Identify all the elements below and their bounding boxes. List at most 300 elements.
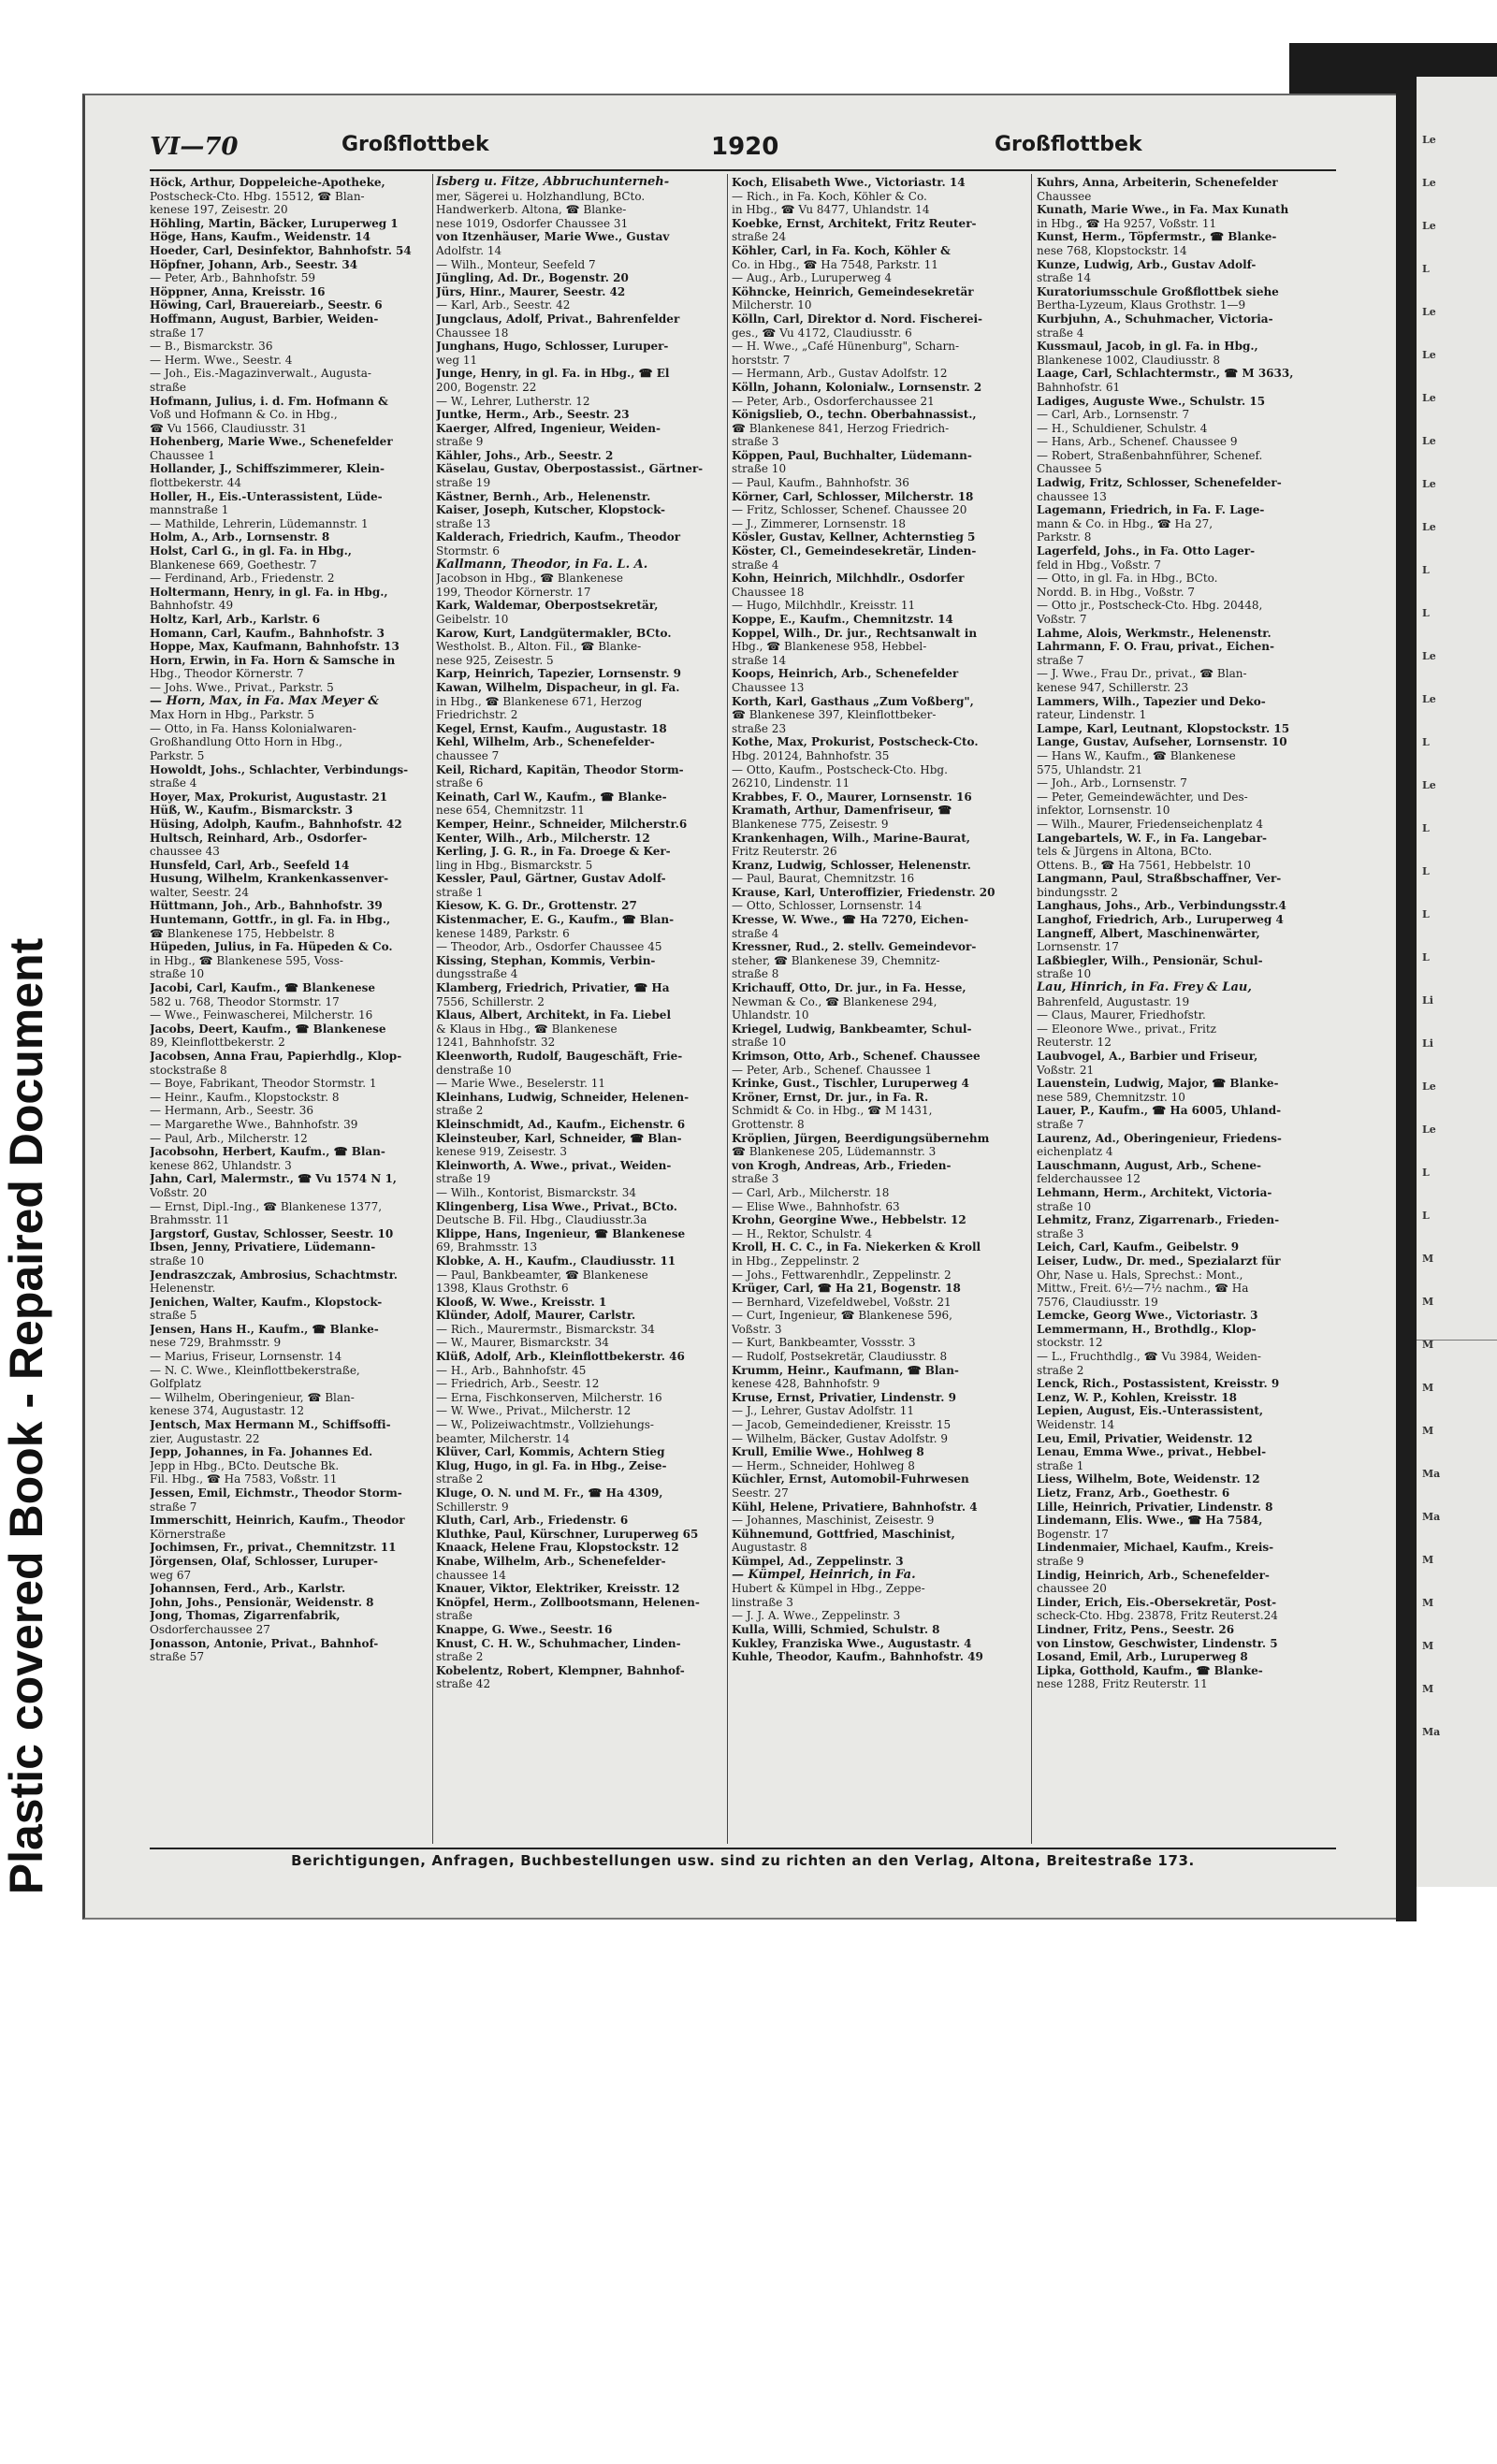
directory-entry-line: Kallmann, Theodor, in Fa. L. A. xyxy=(436,558,648,572)
directory-entry-line: Kukley, Franziska Wwe., Augustastr. 4 xyxy=(732,1636,972,1650)
directory-entry-line: — Ernst, Dipl.-Ing., ☎ Blankenese 1377, xyxy=(150,1199,383,1213)
next-page-fragment: Le xyxy=(1422,1123,1436,1136)
directory-entry-line: Voß und Hofmann & Co. in Hbg., xyxy=(150,408,338,422)
next-page-fragment: L xyxy=(1422,865,1430,877)
directory-entry-line: Klug, Hugo, in gl. Fa. in Hbg., Zeise- xyxy=(436,1458,667,1472)
directory-entry-line: — Wilh., Monteur, Seefeld 7 xyxy=(436,257,596,271)
directory-entry-line: Klooß, W. Wwe., Kreisstr. 1 xyxy=(436,1295,607,1309)
directory-entry-line: Höck, Arthur, Doppeleiche-Apotheke, xyxy=(150,176,385,189)
directory-entry-line: Kark, Waldemar, Oberpostsekretär, xyxy=(436,599,659,613)
directory-entry-line: Krüger, Carl, ☎ Ha 21, Bogenstr. 18 xyxy=(732,1282,961,1296)
directory-entry-line: Jacobsohn, Herbert, Kaufm., ☎ Blan- xyxy=(150,1145,385,1159)
directory-entry-line: steher, ☎ Blankenese 39, Chemnitz- xyxy=(732,953,940,967)
directory-entry-line: Friedrichstr. 2 xyxy=(436,708,518,722)
directory-entry-line: — Hermann, Arb., Gustav Adolfstr. 12 xyxy=(732,367,948,381)
directory-entry-line: kenese 428, Bahnhofstr. 9 xyxy=(732,1377,880,1391)
directory-entry-line: Kölln, Johann, Kolonialw., Lornsenstr. 2 xyxy=(732,380,982,394)
directory-entry-line: Krumm, Heinr., Kaufmann, ☎ Blan- xyxy=(732,1363,959,1377)
directory-entry-line: Kroll, H. C. C., in Fa. Niekerken & Kroll xyxy=(732,1240,981,1254)
directory-entry-line: Klobke, A. H., Kaufm., Claudiusstr. 11 xyxy=(436,1254,676,1268)
directory-entry-line: Köppen, Paul, Buchhalter, Lüdemann- xyxy=(732,448,972,462)
next-page-fragment: Le xyxy=(1422,349,1436,361)
directory-entry-line: Klaus, Albert, Architekt, in Fa. Liebel xyxy=(436,1008,671,1022)
directory-entry-line: — Curt, Ingenieur, ☎ Blankenese 596, xyxy=(732,1309,952,1323)
next-page-fragment: Li xyxy=(1422,1037,1433,1050)
directory-entry-line: — J. Wwe., Frau Dr., privat., ☎ Blan- xyxy=(1037,667,1247,681)
directory-entry-line: horststr. 7 xyxy=(732,353,791,367)
directory-entry-line: Bogenstr. 17 xyxy=(1037,1527,1109,1541)
directory-entry-line: 7576, Claudiusstr. 19 xyxy=(1037,1295,1158,1309)
directory-entry-line: — Carl, Arb., Milcherstr. 18 xyxy=(732,1185,890,1199)
directory-entry-line: straße 14 xyxy=(732,653,787,667)
directory-entry-line: — Otto, Schlosser, Lornsenstr. 14 xyxy=(732,899,923,913)
directory-entry-line: Kaiser, Joseph, Kutscher, Klopstock- xyxy=(436,503,665,517)
directory-entry-line: Chaussee 5 xyxy=(1037,462,1102,476)
directory-entry-line: chaussee 14 xyxy=(436,1568,506,1582)
directory-entry-line: Ohr, Nase u. Hals, Sprechst.: Mont., xyxy=(1037,1268,1243,1282)
directory-entry-line: Holm, A., Arb., Lornsenstr. 8 xyxy=(150,530,330,544)
next-page-fragment: M xyxy=(1422,1597,1434,1609)
directory-entry-line: Hüttmann, Joh., Arb., Bahnhofstr. 39 xyxy=(150,899,383,913)
directory-entry-line: Bertha-Lyzeum, Klaus Grothstr. 1—9 xyxy=(1037,298,1246,312)
directory-entry-line: Knabe, Wilhelm, Arb., Schenefelder- xyxy=(436,1554,666,1568)
directory-entry-line: Krull, Emilie Wwe., Hohlweg 8 xyxy=(732,1445,924,1459)
directory-entry-line: zier, Augustastr. 22 xyxy=(150,1431,260,1445)
directory-entry-line: Lahme, Alois, Werkmstr., Helenenstr. xyxy=(1037,626,1272,640)
directory-entry-line: straße 10 xyxy=(732,1036,787,1050)
next-page-fragment: L xyxy=(1422,822,1430,834)
directory-entry-line: kenese 919, Zeisestr. 3 xyxy=(436,1145,568,1159)
directory-entry-line: Krinke, Gust., Tischler, Luruperweg 4 xyxy=(732,1077,969,1091)
directory-entry-line: straße 3 xyxy=(732,435,779,449)
directory-entry-line: Hbg. 20124, Bahnhofstr. 35 xyxy=(732,748,890,762)
next-page-fragment: Ma xyxy=(1422,1511,1441,1523)
directory-entry-line: Jörgensen, Olaf, Schlosser, Luruper- xyxy=(150,1554,379,1568)
directory-entry-line: in Hbg., Zeppelinstr. 2 xyxy=(732,1254,860,1268)
directory-entry-line: Bahnhofstr. 61 xyxy=(1037,380,1121,394)
directory-entry-line: — Friedrich, Arb., Seestr. 12 xyxy=(436,1377,600,1391)
directory-entry-line: nese 1288, Fritz Reuterstr. 11 xyxy=(1037,1677,1208,1691)
directory-entry-line: Hultsch, Reinhard, Arb., Osdorfer- xyxy=(150,831,368,845)
directory-column-3 xyxy=(732,176,1017,1841)
directory-entry-line: kenese 1489, Parkstr. 6 xyxy=(436,926,570,940)
directory-entry-line: Horn, Erwin, in Fa. Horn & Samsche in xyxy=(150,653,396,667)
directory-entry-line: von Itzenhäuser, Marie Wwe., Gustav xyxy=(436,230,670,244)
directory-entry-line: Knöpfel, Herm., Zollbootsmann, Helenen- xyxy=(436,1595,700,1609)
directory-entry-line: Handwerkerb. Altona, ☎ Blanke- xyxy=(436,203,627,217)
directory-entry-line: von Krogh, Andreas, Arb., Frieden- xyxy=(732,1158,952,1172)
directory-entry-line: Jenichen, Walter, Kaufm., Klopstock- xyxy=(150,1295,383,1309)
directory-entry-line: — Erna, Fischkonserven, Milcherstr. 16 xyxy=(436,1390,662,1404)
directory-entry-line: linstraße 3 xyxy=(732,1595,793,1609)
directory-entry-line: — Wilhelm, Bäcker, Gustav Adolfstr. 9 xyxy=(732,1431,948,1445)
directory-entry-line: — Johs., Fettwarenhdlr., Zeppelinstr. 2 xyxy=(732,1268,952,1282)
next-page-fragment: L xyxy=(1422,607,1430,619)
directory-entry-line: Krohn, Georgine Wwe., Hebbelstr. 12 xyxy=(732,1213,967,1227)
directory-entry-line: straße 10 xyxy=(150,967,205,981)
directory-entry-line: — Marius, Friseur, Lornsenstr. 14 xyxy=(150,1350,342,1364)
directory-entry-line: Kröner, Ernst, Dr. jur., in Fa. R. xyxy=(732,1090,929,1104)
directory-entry-line: felderchaussee 12 xyxy=(1037,1172,1141,1186)
directory-entry-line: Jochimsen, Fr., privat., Chemnitzstr. 11 xyxy=(150,1541,397,1555)
directory-entry-line: Kleinsteuber, Karl, Schneider, ☎ Blan- xyxy=(436,1131,682,1145)
directory-entry-line: Bahnhofstr. 49 xyxy=(150,599,234,613)
directory-entry-line: Blankenese 775, Zeisestr. 9 xyxy=(732,817,889,831)
directory-entry-line: Kawan, Wilhelm, Dispacheur, in gl. Fa. xyxy=(436,680,680,694)
directory-entry-line: Lauschmann, August, Arb., Schene- xyxy=(1037,1158,1262,1172)
directory-entry-line: Kuratoriumsschule Großflottbek siehe xyxy=(1037,284,1279,298)
directory-entry-line: Jacobs, Deert, Kaufm., ☎ Blankenese xyxy=(150,1022,386,1036)
directory-entry-line: ges., ☎ Vu 4172, Claudiusstr. 6 xyxy=(732,326,912,340)
next-page-fragment: M xyxy=(1422,1640,1434,1652)
directory-entry-line: Kemper, Heinr., Schneider, Milcherstr.6 xyxy=(436,817,688,831)
directory-entry-line: Leich, Carl, Kaufm., Geibelstr. 9 xyxy=(1037,1240,1240,1254)
next-page-fragment: Le xyxy=(1422,220,1436,232)
directory-entry-line: Kühnemund, Gottfried, Maschinist, xyxy=(732,1527,955,1541)
directory-entry-line: Bahrenfeld, Augustastr. 19 xyxy=(1037,994,1190,1008)
directory-entry-line: straße 4 xyxy=(732,926,779,940)
directory-entry-line: Immerschitt, Heinrich, Kaufm., Theodor xyxy=(150,1514,405,1528)
directory-entry-line: dungsstraße 4 xyxy=(436,967,518,981)
directory-entry-line: Voßstr. 3 xyxy=(732,1322,782,1336)
directory-entry-line: Kölln, Carl, Direktor d. Nord. Fischerei- xyxy=(732,312,982,326)
directory-entry-line: straße 23 xyxy=(732,721,787,735)
directory-entry-line: Jürs, Hinr., Maurer, Seestr. 42 xyxy=(436,284,626,298)
directory-entry-line: Klüß, Adolf, Arb., Kleinflottbekerstr. 46 xyxy=(436,1350,685,1364)
directory-entry-line: — Wilhelm, Oberingenieur, ☎ Blan- xyxy=(150,1390,355,1404)
directory-entry-line: — Paul, Baurat, Chemnitzstr. 16 xyxy=(732,872,915,886)
directory-entry-line: & Klaus in Hbg., ☎ Blankenese xyxy=(436,1022,618,1036)
directory-entry-line: Jahn, Carl, Malermstr., ☎ Vu 1574 N 1, xyxy=(150,1172,397,1186)
directory-entry-line: Kalderach, Friedrich, Kaufm., Theodor xyxy=(436,530,681,544)
directory-entry-line: — Robert, Straßenbahnführer, Schenef. xyxy=(1037,448,1263,462)
directory-entry-line: 200, Bogenstr. 22 xyxy=(436,380,537,394)
directory-entry-line: Hoppe, Max, Kaufmann, Bahnhofstr. 13 xyxy=(150,640,400,654)
directory-entry-line: Jepp in Hbg., BCto. Deutsche Bk. xyxy=(150,1458,340,1472)
next-page-fragment: L xyxy=(1422,564,1430,576)
directory-entry-line: Hollander, J., Schiffszimmerer, Klein- xyxy=(150,462,385,476)
directory-entry-line: Max Horn in Hbg., Parkstr. 5 xyxy=(150,708,315,722)
side-label: Plastic covered Book - Repaired Document xyxy=(0,937,52,1895)
directory-entry-line: chaussee 43 xyxy=(150,845,220,859)
directory-entry-line: Koch, Elisabeth Wwe., Victoriastr. 14 xyxy=(732,176,966,189)
directory-entry-line: — Rich., Maurermstr., Bismarckstr. 34 xyxy=(436,1322,655,1336)
directory-entry-line: Kösler, Gustav, Kellner, Achternstieg 5 xyxy=(732,530,976,544)
directory-entry-line: Kunze, Ludwig, Arb., Gustav Adolf- xyxy=(1037,257,1257,271)
directory-entry-line: — Otto jr., Postscheck-Cto. Hbg. 20448, xyxy=(1037,599,1263,613)
directory-entry-line: — Wilh., Maurer, Friedenseichenplatz 4 xyxy=(1037,817,1263,831)
directory-entry-line: Kriegel, Ludwig, Bankbeamter, Schul- xyxy=(732,1022,972,1036)
directory-entry-line: Jacobi, Carl, Kaufm., ☎ Blankenese xyxy=(150,981,375,995)
directory-entry-line: Höwing, Carl, Brauereiarb., Seestr. 6 xyxy=(150,298,383,312)
directory-entry-line: Langmann, Paul, Straßbschaffner, Ver- xyxy=(1037,872,1282,886)
next-page-fragment: L xyxy=(1422,263,1430,275)
directory-entry-line: ☎ Blankenese 397, Kleinflottbeker- xyxy=(732,708,937,722)
directory-entry-line: — Otto, in Fa. Hanss Kolonialwaren- xyxy=(150,721,356,735)
directory-entry-line: straße 17 xyxy=(150,326,205,340)
directory-entry-line: Kothe, Max, Prokurist, Postscheck-Cto. xyxy=(732,735,979,749)
directory-entry-line: Koebke, Ernst, Architekt, Fritz Reuter- xyxy=(732,216,977,230)
next-page-fragment: M xyxy=(1422,1425,1434,1437)
directory-entry-line: Kussmaul, Jacob, in gl. Fa. in Hbg., xyxy=(1037,340,1258,354)
directory-entry-line: — Joh., Eis.-Magazinverwalt., Augusta- xyxy=(150,367,371,381)
directory-entry-line: — Heinr., Kaufm., Klopstockstr. 8 xyxy=(150,1090,340,1104)
directory-entry-line: walter, Seestr. 24 xyxy=(150,885,249,899)
directory-entry-line: Lindner, Fritz, Pens., Seestr. 26 xyxy=(1037,1622,1235,1636)
directory-entry-line: Klamberg, Friedrich, Privatier, ☎ Ha xyxy=(436,981,670,995)
directory-entry-line: Lemmermann, H., Brothdlg., Klop- xyxy=(1037,1322,1257,1336)
directory-entry-line: Korth, Karl, Gasthaus „Zum Voßberg", xyxy=(732,694,974,708)
directory-entry-line: — Kurt, Bankbeamter, Vossstr. 3 xyxy=(732,1336,916,1350)
directory-entry-line: — Wwe., Feinwascherei, Milcherstr. 16 xyxy=(150,1008,373,1022)
directory-entry-line: 69, Brahmsstr. 13 xyxy=(436,1240,538,1254)
directory-entry-line: Chaussee 1 xyxy=(150,448,215,462)
directory-entry-line: kenese 374, Augustastr. 12 xyxy=(150,1404,305,1418)
directory-entry-line: Brahmsstr. 11 xyxy=(150,1213,230,1227)
directory-entry-line: Fritz Reuterstr. 26 xyxy=(732,845,837,859)
directory-entry-line: Kenter, Wilh., Arb., Milcherstr. 12 xyxy=(436,831,650,845)
directory-entry-line: Mittw., Freit. 6½—7½ nachm., ☎ Ha xyxy=(1037,1282,1249,1296)
directory-entry-line: feld in Hbg., Voßstr. 7 xyxy=(1037,558,1161,572)
next-page-fragment: Le xyxy=(1422,392,1436,404)
directory-entry-line: straße 13 xyxy=(436,516,491,530)
directory-entry-line: straße 14 xyxy=(1037,271,1092,285)
directory-entry-line: Kurbjuhn, A., Schuhmacher, Victoria- xyxy=(1037,312,1273,326)
directory-entry-line: Kähler, Johs., Arb., Seestr. 2 xyxy=(436,448,614,462)
footer-rule xyxy=(150,1848,1336,1849)
next-page-fragment: Le xyxy=(1422,693,1436,705)
directory-entry-line: tels & Jürgens in Altona, BCto. xyxy=(1037,845,1213,859)
directory-entry-line: nese 589, Chemnitzstr. 10 xyxy=(1037,1090,1185,1104)
directory-entry-line: denstraße 10 xyxy=(436,1063,512,1077)
directory-entry-line: straße 2 xyxy=(436,1650,484,1664)
directory-column-2 xyxy=(436,176,721,1841)
directory-entry-line: Keinath, Carl W., Kaufm., ☎ Blanke- xyxy=(436,790,667,804)
directory-entry-line: Laßbiegler, Wilh., Pensionär, Schul- xyxy=(1037,953,1263,967)
directory-entry-line: Krause, Karl, Unteroffizier, Friedenstr. 20 xyxy=(732,885,996,899)
directory-entry-line: Ibsen, Jenny, Privatiere, Lüdemann- xyxy=(150,1240,376,1254)
directory-entry-line: Krimson, Otto, Arb., Schenef. Chaussee xyxy=(732,1050,981,1063)
directory-entry-line: Koppel, Wilh., Dr. jur., Rechtsanwalt in xyxy=(732,626,978,640)
directory-entry-line: Kleinhans, Ludwig, Schneider, Helenen- xyxy=(436,1090,690,1104)
directory-entry-line: Höhling, Martin, Bäcker, Luruperweg 1 xyxy=(150,216,399,230)
next-page-fragment: M xyxy=(1422,1253,1434,1265)
directory-entry-line: Deutsche B. Fil. Hbg., Claudiusstr.3a xyxy=(436,1213,647,1227)
directory-entry-line: Lenck, Rich., Postassistent, Kreisstr. 9 xyxy=(1037,1377,1280,1391)
directory-entry-line: Golfplatz xyxy=(150,1377,201,1391)
directory-entry-line: Langebartels, W. F., in Fa. Langebar- xyxy=(1037,831,1267,845)
directory-entry-line: Koops, Heinrich, Arb., Schenefelder xyxy=(732,667,959,681)
directory-entry-line: straße 9 xyxy=(1037,1554,1084,1568)
directory-entry-line: ☎ Vu 1566, Claudiusstr. 31 xyxy=(150,421,307,435)
directory-entry-line: straße 4 xyxy=(1037,326,1084,340)
directory-entry-line: Holler, H., Eis.-Unterassistent, Lüde- xyxy=(150,489,383,503)
directory-entry-line: — Aug., Arb., Luruperweg 4 xyxy=(732,271,893,285)
directory-entry-line: — Boye, Fabrikant, Theodor Stormstr. 1 xyxy=(150,1077,377,1091)
directory-entry-line: Seestr. 27 xyxy=(732,1486,789,1500)
directory-entry-line: Johannsen, Ferd., Arb., Karlstr. xyxy=(150,1582,346,1596)
directory-entry-line: — Wilh., Kontorist, Bismarckstr. 34 xyxy=(436,1185,636,1199)
page-number: VI—70 xyxy=(150,133,239,161)
directory-entry-line: — Hugo, Milchhdlr., Kreisstr. 11 xyxy=(732,599,916,613)
directory-entry-line: Jonasson, Antonie, Privat., Bahnhof- xyxy=(150,1636,379,1650)
directory-entry-line: Geibelstr. 10 xyxy=(436,613,509,626)
directory-entry-line: Jacobson in Hbg., ☎ Blankenese xyxy=(436,572,623,586)
directory-entry-line: Jacobsen, Anna Frau, Papierhdlg., Klop- xyxy=(150,1050,402,1063)
directory-entry-line: Käselau, Gustav, Oberpostassist., Gärtner- xyxy=(436,462,704,476)
directory-entry-line: straße 7 xyxy=(1037,653,1084,667)
directory-entry-line: Kramath, Arthur, Damenfriseur, ☎ xyxy=(732,804,952,818)
directory-column-1 xyxy=(150,176,435,1841)
directory-entry-line: Laage, Carl, Schlachtermstr., ☎ M 3633, xyxy=(1037,367,1294,381)
directory-entry-line: Hüsing, Adolph, Kaufm., Bahnhofstr. 42 xyxy=(150,817,402,831)
directory-entry-line: Knauer, Viktor, Elektriker, Kreisstr. 12 xyxy=(436,1582,680,1596)
directory-entry-line: Langhof, Friedrich, Arb., Luruperweg 4 xyxy=(1037,913,1284,927)
directory-entry-line: straße 5 xyxy=(150,1309,197,1323)
directory-entry-line: Kresse, W. Wwe., ☎ Ha 7270, Eichen- xyxy=(732,913,969,927)
directory-entry-line: Kümpel, Ad., Zeppelinstr. 3 xyxy=(732,1554,904,1568)
directory-entry-line: chaussee 20 xyxy=(1037,1582,1107,1596)
header-year: 1920 xyxy=(711,133,779,161)
directory-entry-line: straße 42 xyxy=(436,1677,491,1691)
directory-entry-line: Voßstr. 7 xyxy=(1037,613,1087,626)
directory-entry-line: Kästner, Bernh., Arb., Helenenstr. xyxy=(436,489,651,503)
directory-entry-line: straße 24 xyxy=(732,230,787,244)
directory-entry-line: — Hans, Arb., Schenef. Chaussee 9 xyxy=(1037,435,1238,449)
directory-entry-line: straße 2 xyxy=(436,1104,484,1118)
directory-entry-line: Blankenese 669, Goethestr. 7 xyxy=(150,558,317,572)
directory-entry-line: — Bernhard, Vizefeldwebel, Voßstr. 21 xyxy=(732,1295,952,1309)
directory-entry-line: — Hans W., Kaufm., ☎ Blankenese xyxy=(1037,748,1236,762)
directory-entry-line: Krankenhagen, Wilh., Marine-Baurat, xyxy=(732,831,970,845)
directory-entry-line: Homann, Carl, Kaufm., Bahnhofstr. 3 xyxy=(150,626,385,640)
directory-entry-line: Lau, Hinrich, in Fa. Frey & Lau, xyxy=(1037,981,1252,995)
next-page-fragment: L xyxy=(1422,736,1430,748)
directory-entry-line: Holtermann, Henry, in gl. Fa. in Hbg., xyxy=(150,585,388,599)
directory-entry-line: Nordd. B. in Hbg., Voßstr. 7 xyxy=(1037,585,1196,599)
directory-entry-line: Holst, Carl G., in gl. Fa. in Hbg., xyxy=(150,544,352,558)
directory-entry-line: Kissing, Stephan, Kommis, Verbin- xyxy=(436,953,656,967)
next-page-fragment: L xyxy=(1422,1210,1430,1222)
directory-entry-line: Klüver, Carl, Kommis, Achtern Stieg xyxy=(436,1445,665,1459)
book-gutter xyxy=(1396,90,1417,1921)
next-page-fragment: Li xyxy=(1422,994,1433,1007)
header-rule xyxy=(150,169,1336,171)
directory-entry-line: straße 19 xyxy=(436,1172,491,1186)
directory-entry-line: straße xyxy=(436,1609,472,1623)
next-page-divider xyxy=(1417,1340,1497,1341)
directory-entry-line: Husung, Wilhelm, Krankenkassenver- xyxy=(150,872,389,886)
directory-entry-line: Kluth, Carl, Arb., Friedenstr. 6 xyxy=(436,1514,629,1528)
directory-entry-line: stockstraße 8 xyxy=(150,1063,227,1077)
next-page-fragment: Ma xyxy=(1422,1468,1441,1480)
next-page-fragment: Le xyxy=(1422,435,1436,447)
directory-entry-line: Grottenstr. 8 xyxy=(732,1117,805,1131)
directory-entry-line: Jong, Thomas, Zigarrenfabrik, xyxy=(150,1609,341,1623)
directory-entry-line: in Hbg., ☎ Blankenese 671, Herzog xyxy=(436,694,643,708)
directory-entry-line: — J. J. A. Wwe., Zeppelinstr. 3 xyxy=(732,1609,901,1623)
directory-entry-line: Kulla, Willi, Schmied, Schulstr. 8 xyxy=(732,1622,940,1636)
directory-entry-line: Langneff, Albert, Maschinenwärter, xyxy=(1037,926,1260,940)
directory-entry-line: — Carl, Arb., Lornsenstr. 7 xyxy=(1037,408,1190,422)
directory-entry-line: Höge, Hans, Kaufm., Weidenstr. 14 xyxy=(150,230,371,244)
directory-entry-line: Köhncke, Heinrich, Gemeindesekretär xyxy=(732,284,974,298)
directory-entry-line: Huntemann, Gottfr., in gl. Fa. in Hbg., xyxy=(150,913,391,927)
next-page-fragment: L xyxy=(1422,1167,1430,1179)
directory-entry-line: Lampe, Karl, Leutnant, Klopstockstr. 15 xyxy=(1037,721,1290,735)
directory-entry-line: Newman & Co., ☎ Blankenese 294, xyxy=(732,994,937,1008)
directory-entry-line: — Karl, Arb., Seestr. 42 xyxy=(436,298,571,312)
directory-entry-line: Ladiges, Auguste Wwe., Schulstr. 15 xyxy=(1037,394,1266,408)
directory-entry-line: Leiser, Ludw., Dr. med., Spezialarzt für xyxy=(1037,1254,1281,1268)
directory-entry-line: Hoffmann, August, Barbier, Weiden- xyxy=(150,312,379,326)
directory-entry-line: straße 8 xyxy=(732,967,779,981)
directory-entry-line: Jüngling, Ad. Dr., Bogenstr. 20 xyxy=(436,271,629,285)
directory-entry-line: Kluthke, Paul, Kürschner, Luruperweg 65 xyxy=(436,1527,699,1541)
directory-entry-line: Großhandlung Otto Horn in Hbg., xyxy=(150,735,342,749)
directory-entry-line: Kühl, Helene, Privatiere, Bahnhofstr. 4 xyxy=(732,1500,978,1514)
directory-entry-line: — Herm., Schneider, Hohlweg 8 xyxy=(732,1458,915,1472)
directory-entry-line: Lindemann, Elis. Wwe., ☎ Ha 7584, xyxy=(1037,1514,1263,1528)
next-page-fragment: Ma xyxy=(1422,1726,1441,1738)
next-page-fragment: L xyxy=(1422,908,1430,920)
directory-entry-line: 575, Uhlandstr. 21 xyxy=(1037,762,1143,776)
directory-entry-line: ling in Hbg., Bismarckstr. 5 xyxy=(436,858,593,872)
directory-entry-line: straße 3 xyxy=(1037,1226,1084,1240)
directory-entry-line: Blankenese 1002, Claudiusstr. 8 xyxy=(1037,353,1220,367)
directory-entry-line: Losand, Emil, Arb., Luruperweg 8 xyxy=(1037,1650,1248,1664)
directory-entry-line: straße 7 xyxy=(150,1500,197,1514)
directory-entry-line: stockstr. 12 xyxy=(1037,1336,1103,1350)
next-page-fragment: Le xyxy=(1422,134,1436,146)
directory-entry-line: — Peter, Arb., Osdorferchaussee 21 xyxy=(732,394,935,408)
directory-entry-line: — Horn, Max, in Fa. Max Meyer & xyxy=(150,694,380,708)
directory-entry-line: Ottens. B., ☎ Ha 7561, Hebbelstr. 10 xyxy=(1037,858,1251,872)
next-page-fragment: M xyxy=(1422,1683,1434,1695)
next-page-fragment: Le xyxy=(1422,306,1436,318)
directory-entry-line: — H. Wwe., „Café Hünenburg", Scharn- xyxy=(732,340,960,354)
directory-entry-line: — Theodor, Arb., Osdorfer Chaussee 45 xyxy=(436,940,662,954)
directory-entry-line: Chaussee 18 xyxy=(436,326,509,340)
directory-entry-line: Kleenworth, Rudolf, Baugeschäft, Frie- xyxy=(436,1050,683,1063)
directory-entry-line: Kiesow, K. G. Dr., Grottenstr. 27 xyxy=(436,899,637,913)
next-page-fragment: Le xyxy=(1422,779,1436,791)
directory-entry-line: kenese 947, Schillerstr. 23 xyxy=(1037,680,1189,694)
directory-entry-line: Lemcke, Georg Wwe., Victoriastr. 3 xyxy=(1037,1309,1258,1323)
directory-entry-line: Augustastr. 8 xyxy=(732,1541,807,1555)
directory-entry-line: Jensen, Hans H., Kaufm., ☎ Blanke- xyxy=(150,1322,379,1336)
directory-entry-line: Kobelentz, Robert, Klempner, Bahnhof- xyxy=(436,1663,685,1677)
directory-entry-line: Lauenstein, Ludwig, Major, ☎ Blanke- xyxy=(1037,1077,1279,1091)
directory-entry-line: Juntke, Herm., Arb., Seestr. 23 xyxy=(436,408,630,422)
column-divider xyxy=(727,174,728,1844)
directory-entry-line: Lagerfeld, Johs., in Fa. Otto Lager- xyxy=(1037,544,1256,558)
directory-entry-line: Knappe, G. Wwe., Seestr. 16 xyxy=(436,1622,613,1636)
directory-entry-line: Laubvogel, A., Barbier und Friseur, xyxy=(1037,1050,1258,1063)
directory-entry-line: Lille, Heinrich, Privatier, Lindenstr. 8 xyxy=(1037,1500,1273,1514)
directory-entry-line: Kuhle, Theodor, Kaufm., Bahnhofstr. 49 xyxy=(732,1650,983,1664)
directory-entry-line: Hüß, W., Kaufm., Bismarckstr. 3 xyxy=(150,804,354,818)
next-page-fragment: M xyxy=(1422,1339,1434,1351)
directory-entry-line: in Hbg., ☎ Blankenese 595, Voss- xyxy=(150,953,343,967)
directory-entry-line: — J., Lehrer, Gustav Adolfstr. 11 xyxy=(732,1404,915,1418)
directory-entry-line: Kluge, O. N. und M. Fr., ☎ Ha 4309, xyxy=(436,1486,663,1500)
header-right-title: Großflottbek xyxy=(995,133,1142,156)
directory-entry-line: Lenz, W. P., Kohlen, Kreisstr. 18 xyxy=(1037,1390,1237,1404)
directory-entry-line: Lipka, Gotthold, Kaufm., ☎ Blanke- xyxy=(1037,1663,1263,1677)
directory-entry-line: nese 654, Chemnitzstr. 11 xyxy=(436,804,585,818)
directory-entry-line: straße 1 xyxy=(1037,1458,1084,1472)
